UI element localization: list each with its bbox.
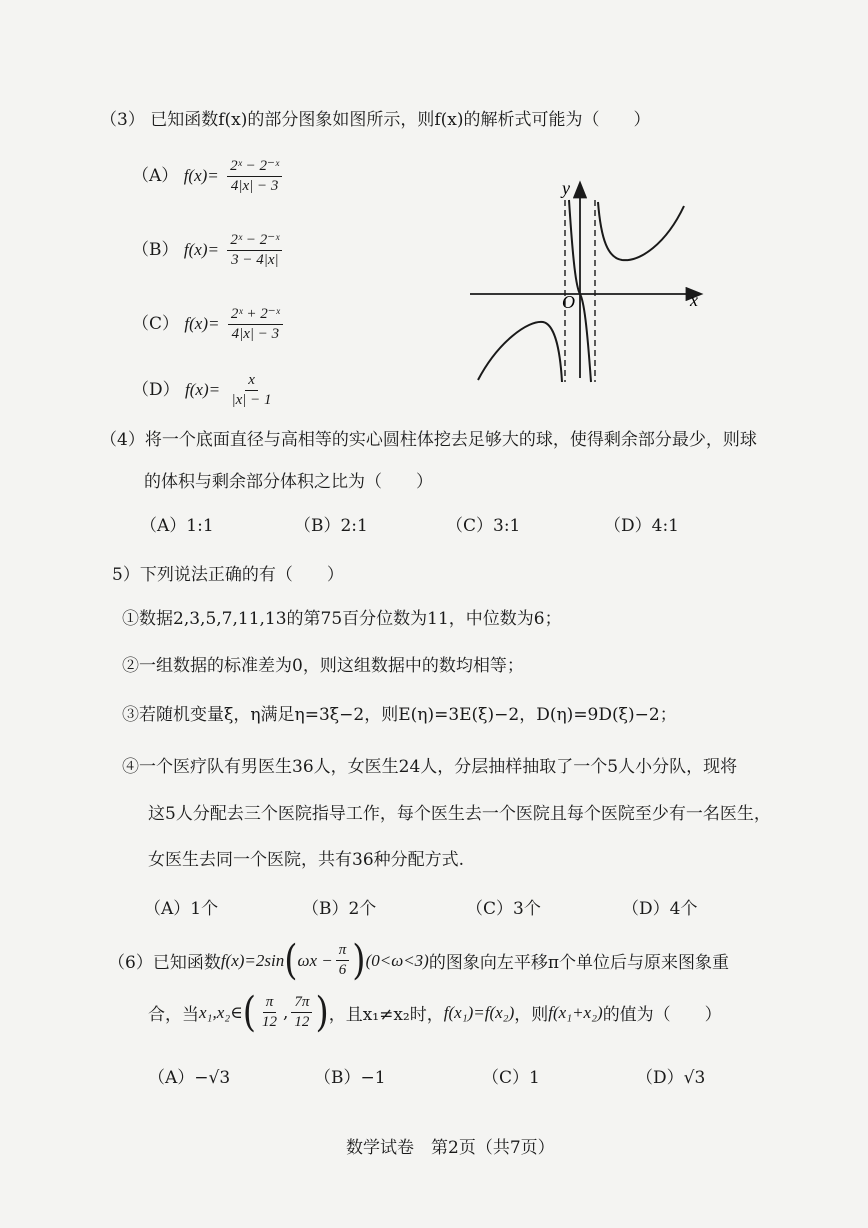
q3-option-a-numerator: 2ˣ − 2⁻ˣ (227, 158, 282, 177)
q6-option-c: （C）1 (482, 1068, 540, 1088)
q5-option-d: （D）4个 (622, 899, 698, 919)
q6-line2 (148, 988, 722, 1037)
q5-statement-1: ①数据2,3,5,7,11,13的第75百分位数为11，中位数为6； (122, 609, 562, 629)
q3-option-c (132, 306, 286, 343)
q6-interval-end-den: 12 (294, 1014, 310, 1030)
q3-option-a-label: （A） (132, 166, 179, 186)
q4-option-c: （C）3:1 (446, 516, 521, 536)
q6-and-not-equal: ，且x₁≠x₂时， (328, 1005, 444, 1025)
q6-option-d: （D）√3 (636, 1068, 706, 1088)
q4-stem-line2: 的体积与剩余部分体积之比为（ ） (144, 472, 433, 492)
right-branch-curve (598, 202, 684, 260)
q3-option-c-lhs: f(x)= (184, 314, 220, 333)
q6-then: ，则 (514, 1005, 549, 1025)
q3-option-c-numerator: 2ˣ + 2⁻ˣ (228, 306, 283, 325)
q5-statement-2: ②一组数据的标准差为0，则这组数据中的数均相等； (122, 656, 524, 676)
q3-function-graph (468, 172, 718, 388)
q6-x1-x2-in: x₁,x₂∈ (199, 1002, 243, 1022)
q3-stem: （3） 已知函数f(x)的部分图象如图所示，则f(x)的解析式可能为（ ） (100, 110, 651, 130)
q6-pi: π (336, 942, 350, 961)
q6-option-b: （B）−1 (314, 1068, 386, 1088)
q3-option-c-label: （C） (132, 314, 180, 334)
q5-statement-3: ③若随机变量ξ，η满足η=3ξ−2，则E(η)=3E(ξ)−2，D(η)=9D(ξ)−2； (122, 705, 677, 725)
q6-paren-open: ( (284, 936, 298, 985)
q3-option-d-label: （D） (132, 380, 180, 400)
q6-interval-comma: , (283, 1002, 289, 1023)
q6-interval-close: ) (315, 988, 329, 1037)
q3-option-b (132, 232, 285, 269)
q6-interval-start-num: π (263, 994, 277, 1013)
q5-option-a: （A）1个 (144, 899, 219, 919)
q3-option-d-denominator: |x| − 1 (231, 392, 272, 408)
q5-statement-4-line2: 这5人分配去三个医院指导工作，每个医生去一个医院且每个医院至少有一名医生， (148, 804, 771, 824)
q6-line1 (108, 936, 730, 985)
q4-option-d: （D）4:1 (604, 516, 679, 536)
q6-interval-open: ( (242, 988, 257, 1037)
q6-value-is: 的值为（ ） (602, 1005, 722, 1025)
q3-option-a-denominator: 4|x| − 3 (230, 178, 279, 194)
q6-sum-expression: f(x₁+x₂) (548, 1002, 603, 1022)
q3-option-d (132, 372, 278, 409)
q3-option-d-lhs: f(x)= (185, 380, 221, 399)
q5-option-b: （B）2个 (302, 899, 377, 919)
origin-label: O (562, 292, 575, 312)
q6-six: 6 (338, 962, 347, 978)
q6-omega-condition: (0<ω<3) (365, 950, 429, 970)
q5-option-c: （C）3个 (466, 899, 541, 919)
q5-statement-4-line3: 女医生去同一个医院，共有36种分配方式. (148, 850, 465, 870)
q6-when: 合，当 (148, 1005, 199, 1025)
left-branch-curve (478, 322, 562, 382)
q6-function-lhs: f(x)=2sin (220, 950, 285, 970)
page-footer: 数学试卷 第2页（共7页） (346, 1138, 555, 1158)
q3-option-a (132, 158, 285, 195)
q3-option-d-numerator: x (245, 372, 258, 391)
q6-option-a: （A）−√3 (148, 1068, 231, 1088)
q3-option-b-lhs: f(x)= (183, 240, 219, 259)
q6-equal-values: f(x₁)=f(x₂) (443, 1002, 515, 1022)
q3-option-b-denominator: 3 − 4|x| (231, 252, 279, 268)
q3-option-c-denominator: 4|x| − 3 (231, 326, 280, 342)
q6-intro: （6）已知函数 (108, 953, 221, 973)
q5-stem: 5）下列说法正确的有（ ） (112, 565, 344, 585)
q3-option-b-numerator: 2ˣ − 2⁻ˣ (227, 232, 282, 251)
q6-paren-close: ) (352, 936, 366, 985)
q6-omega-x: ωx − (297, 950, 333, 970)
q6-interval-start-den: 12 (262, 1014, 278, 1030)
q4-option-b: （B）2:1 (294, 516, 368, 536)
q5-statement-4-line1: ④一个医疗队有男医生36人，女医生24人，分层抽样抽取了一个5人小分队，现将 (122, 757, 738, 777)
q3-option-a-lhs: f(x)= (183, 166, 219, 185)
q4-option-a: （A）1:1 (140, 516, 214, 536)
q4-stem-line1: （4）将一个底面直径与高相等的实心圆柱体挖去足够大的球，使得剩余部分最少，则球 (100, 430, 757, 450)
q6-interval-end-num: 7π (291, 994, 312, 1013)
q3-option-b-label: （B） (132, 240, 179, 260)
x-axis-label: x (690, 290, 698, 310)
y-axis-label: y (562, 178, 570, 198)
q6-shift-text: 的图象向左平移π个单位后与原来图象重 (428, 953, 730, 973)
